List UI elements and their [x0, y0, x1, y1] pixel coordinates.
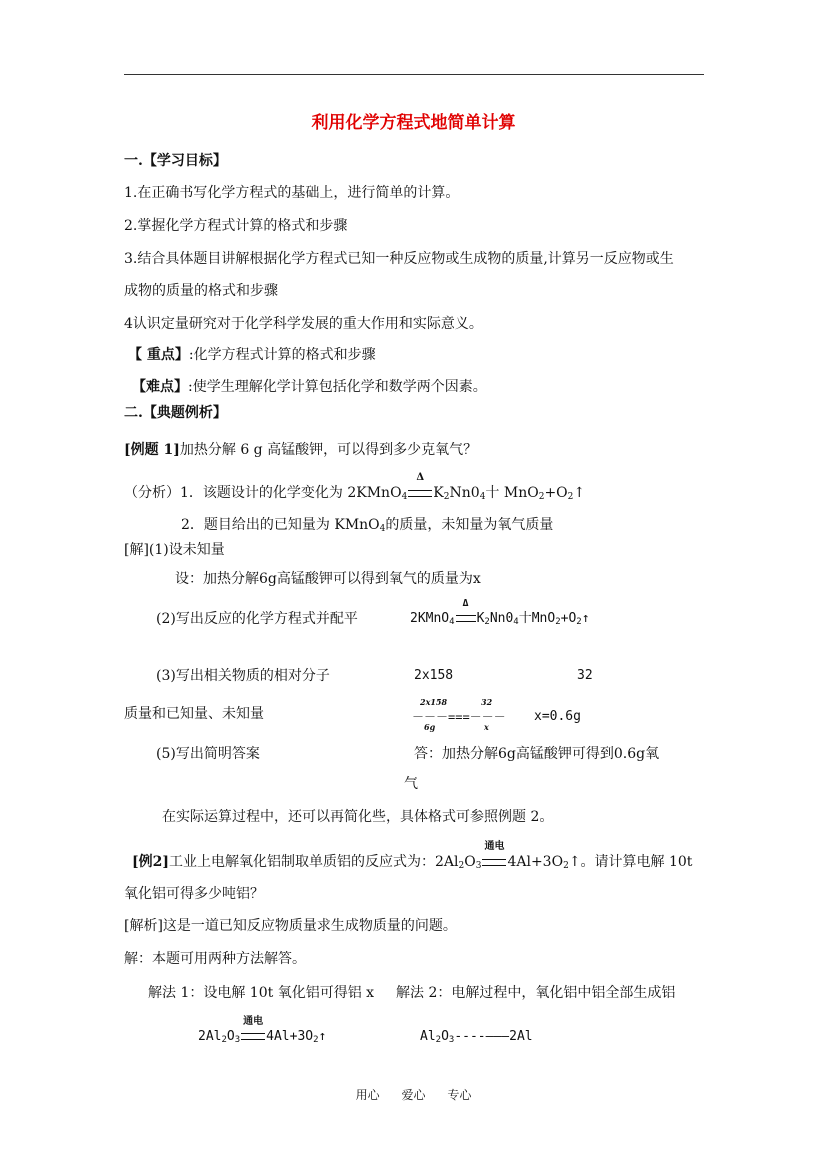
page-title: 利用化学方程式地简单计算: [311, 113, 516, 133]
eq1-mno: 十 MnO: [485, 485, 539, 501]
example1-text: 加热分解 6 g 高锰酸钾，可以得到多少克氧气？: [179, 442, 478, 458]
header-rule: [124, 74, 704, 75]
footer-word-1: 用心: [355, 1088, 380, 1102]
objective-2: 2.掌握化学方程式计算的格式和步骤: [124, 218, 348, 234]
key-point: [128, 346, 376, 364]
page-footer: [0, 1086, 827, 1103]
diff-text: :使学生理解化学计算包括化学和数学两个因素。: [188, 379, 487, 395]
footer-word-3: 专心: [447, 1088, 472, 1102]
result: x=0.6g: [534, 709, 581, 724]
example2-text: 工业上电解氧化铝制取单质铝的反应式为：2Al: [169, 854, 459, 870]
analysis2-tail: 的质量，未知量为氧气质量: [385, 517, 554, 533]
answer-text: 答：加热分解6g高锰酸钾可得到0.6g氧: [414, 746, 660, 762]
heat-arrow: [408, 472, 432, 502]
electrolysis-label-2: 通电: [243, 1016, 264, 1027]
analysis-line1: （分析）1．该题设计的化学变化为 2KMnO$_4$ Δ $K_2Nn0_4$十 $MnO_2+O_2↑$: [124, 472, 586, 502]
section2-heading: 二.【典题例析】: [124, 405, 227, 421]
example2-tail: 。请计算电解 10t: [580, 854, 693, 870]
example2-solution: 解：本题可用两种方法解答。: [124, 951, 306, 967]
example2-products: 4Al+3O: [507, 854, 564, 870]
simplify-note: 在实际运算过程中，还可以再简化些，具体格式可参照例题 2。: [162, 809, 554, 825]
delta-icon: Δ: [416, 472, 425, 483]
answer-text-cont: 气: [404, 776, 418, 792]
objective-3-cont: 成物的质量的格式和步骤: [124, 283, 278, 299]
mass-kmno4: 2x158: [414, 668, 454, 683]
method2: 解法 2：电解过程中，氧化铝中铝全部生成铝: [396, 985, 676, 1001]
method2-relation: $Al_2O_3----———2Al$: [420, 1029, 533, 1045]
balanced-equation: 2KMnO$_4$ Δ $K_2Nn0_4$十$MnO_2+O_2↑$: [410, 598, 590, 627]
electrolysis-label: 通电: [484, 841, 505, 852]
key-label: 【 重点】: [128, 347, 189, 363]
objective-1: 1.在正确书写化学方程式的基础上，进行简单的计算。: [124, 185, 460, 201]
footer-word-2: 爱心: [401, 1088, 426, 1102]
delta-icon-2: Δ: [462, 598, 469, 609]
al-dash: ----———2Al: [454, 1029, 533, 1044]
eq1-o: +O: [544, 485, 568, 501]
difficult-point: [132, 378, 487, 396]
eq1-nno: Nn0: [449, 485, 480, 501]
example2-line2: 氧化铝可得多少吨铝？: [124, 886, 264, 902]
analysis1-prefix: （分析）1．该题设计的化学变化为 2KMnO: [124, 485, 402, 501]
example1-label: [例题 1]: [124, 442, 180, 458]
fraction1-top: 2x158: [420, 697, 448, 707]
section1-heading: 一.【学习目标】: [124, 153, 227, 169]
method1-equation: $2Al_2O_3$ 通电 $4Al+3O_2↑$: [198, 1016, 327, 1045]
solution-step3b: 质量和已知量、未知量: [124, 706, 264, 722]
solution-step3: (3)写出相关物质的相对分子: [156, 668, 330, 684]
solution-let: 设：加热分解6g高锰酸钾可以得到氧气的质量为x: [175, 571, 481, 587]
objective-3: 3.结合具体题目讲解根据化学方程式已知一种反应物或生成物的质量,计算另一反应物或生: [124, 251, 674, 267]
objective-4: 4认识定量研究对于化学科学发展的重大作用和实际意义。: [124, 316, 483, 332]
example1: [124, 441, 477, 459]
electrolysis-arrow: [482, 841, 506, 871]
analysis-line2: 2．题目给出的已知量为 KMnO$_4$的质量，未知量为氧气质量: [181, 517, 554, 534]
al-chain: Al: [420, 1029, 436, 1044]
method1: 解法 1：设电解 10t 氧化铝可得铝 x: [148, 985, 375, 1001]
fraction1-bottom: 6g: [424, 722, 436, 732]
analysis2-text: 2．题目给出的已知量为 KMnO: [181, 517, 380, 533]
solution-step1: [解](1)设未知量: [124, 542, 225, 558]
example2-analysis: [解析]这是一道已知反应物质量求生成物质量的问题。: [124, 918, 457, 934]
solution-step2: (2)写出反应的化学方程式并配平: [156, 611, 358, 627]
solution-step5: (5)写出简明答案: [156, 746, 260, 762]
fraction2-bottom: x: [484, 722, 489, 732]
mass-o2: 32: [577, 668, 593, 683]
diff-label: 【难点】: [132, 379, 188, 395]
method1-products: 4Al+3O: [266, 1029, 314, 1044]
heat-arrow-2: [456, 598, 476, 628]
key-text: :化学方程式计算的格式和步骤: [188, 347, 376, 363]
electrolysis-arrow-2: [241, 1016, 265, 1046]
example2: [例2]工业上电解氧化铝制取单质铝的反应式为：$2Al_2O_3$ 通电 $4Al+3O_2↑$。请计算电解 10t: [132, 841, 693, 871]
example2-label: [例2]: [132, 854, 169, 870]
eq1-k: K: [433, 485, 444, 501]
fraction2-top: 32: [481, 697, 493, 707]
fraction-equation: －－－===－－－: [412, 710, 506, 724]
